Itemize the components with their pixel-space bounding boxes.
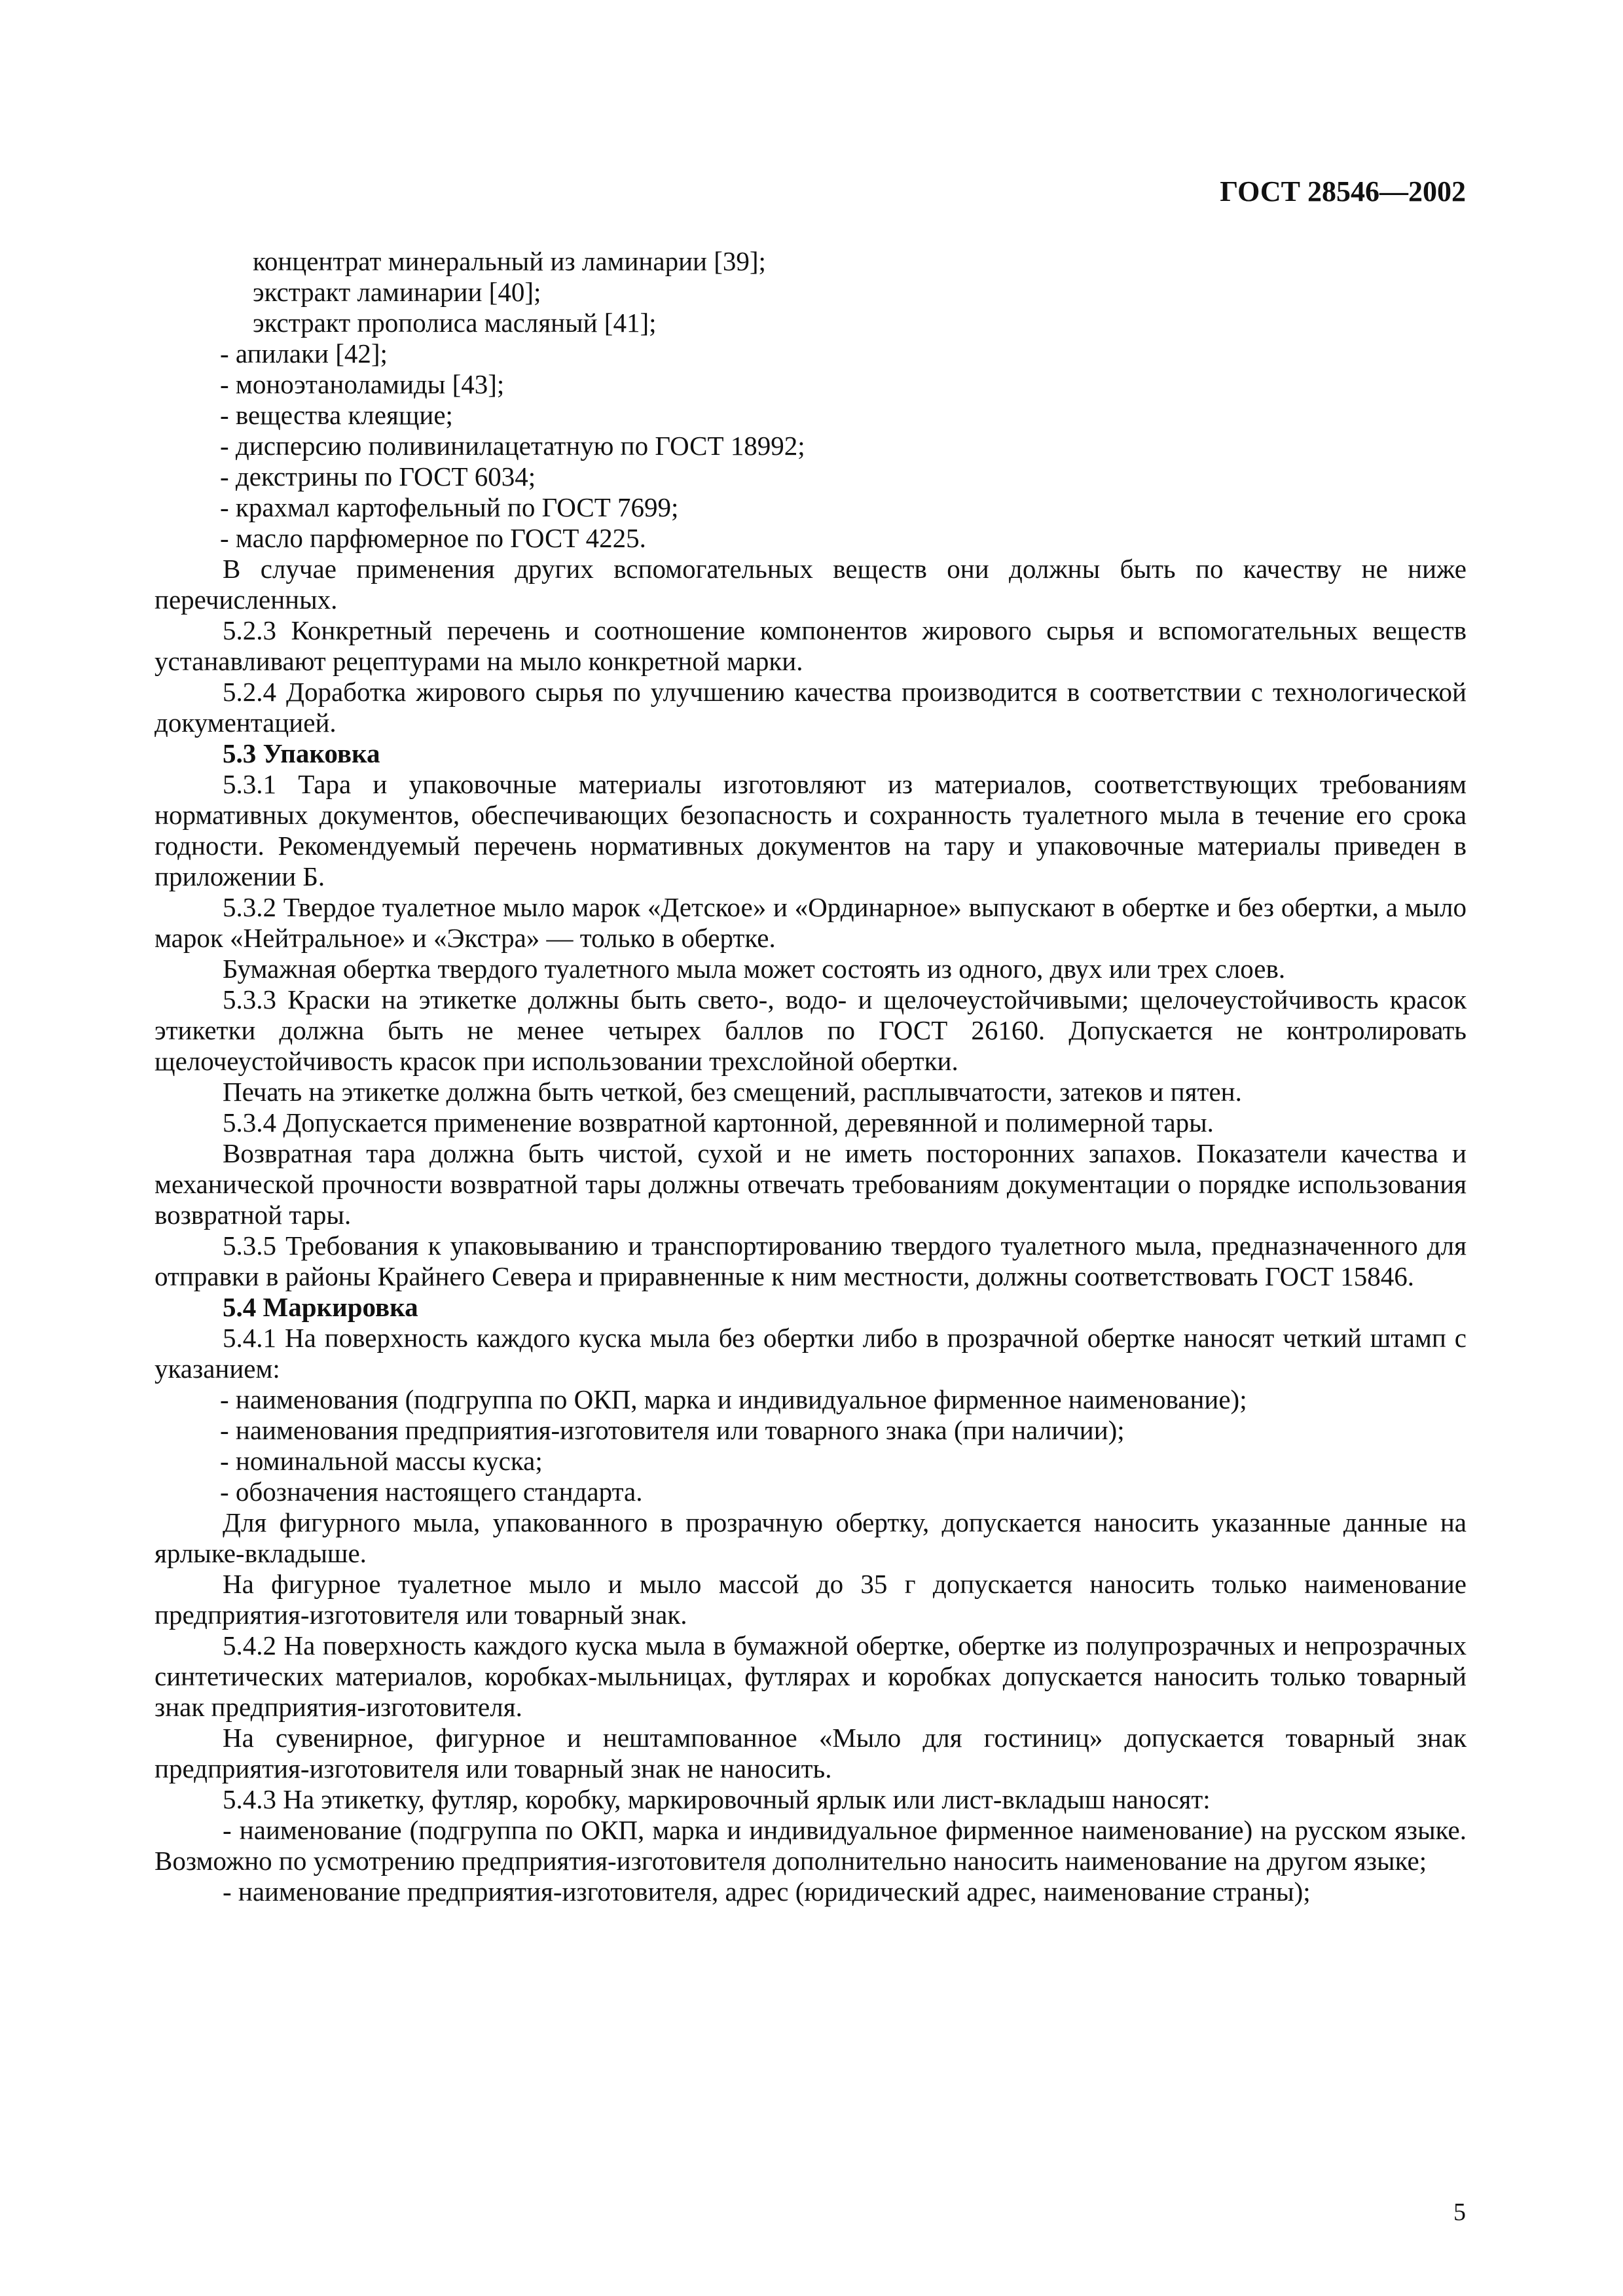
- paragraph: Для фигурного мыла, упакованного в прозрачную обертку, допускается наносить указанные данные на ярлыке-вкладыше.: [155, 1507, 1467, 1568]
- paragraph: 5.4.1 На поверхность каждого куска мыла без обертки либо в прозрачной обертке наносят четкий штамп с указанием:: [155, 1323, 1467, 1384]
- list-item: - вещества клеящие;: [220, 400, 453, 430]
- paragraph: 5.3.1 Тара и упаковочные материалы изготовляют из материалов, соответствующих требованиям нормативных документов, обеспечивающих безопасность и сохранность туалетного мыла в течение его срока годности. Рекомендуемый перечень нормативных документов на тару и упаковочные материалы приведен в приложении Б.: [155, 769, 1467, 891]
- paragraph: На фигурное туалетное мыло и мыло массой до 35 г допускается наносить только наименование предприятия-изготовителя или товарный знак.: [155, 1569, 1467, 1630]
- section-heading: 5.4 Маркировка: [223, 1292, 418, 1322]
- list-item: - наименования предприятия-изготовителя или товарного знака (при наличии);: [220, 1415, 1125, 1445]
- paragraph: Печать на этикетке должна быть четкой, без смещений, расплывчатости, затеков и пятен.: [223, 1077, 1242, 1107]
- list-item: экстракт ламинарии [40];: [253, 277, 541, 307]
- list-item: экстракт прополиса масляный [41];: [253, 308, 657, 338]
- paragraph: 5.3.4 Допускается применение возвратной картонной, деревянной и полимерной тары.: [223, 1107, 1214, 1138]
- section-heading: 5.3 Упаковка: [223, 738, 380, 768]
- list-item: - моноэтаноламиды [43];: [220, 369, 505, 399]
- list-item: - дисперсию поливинилацетатную по ГОСТ 18992;: [220, 431, 805, 461]
- list-item: - обозначения настоящего стандарта.: [220, 1477, 643, 1507]
- paragraph: В случае применения других вспомогательных веществ они должны быть по качеству не ниже перечисленных.: [155, 554, 1467, 615]
- list-item: - декстрины по ГОСТ 6034;: [220, 461, 536, 492]
- paragraph: 5.4.3 На этикетку, футляр, коробку, маркировочный ярлык или лист-вкладыш наносят:: [223, 1784, 1211, 1814]
- paragraph: 5.3.3 Краски на этикетке должны быть свето-, водо- и щелочеустойчивыми; щелочеустойчивость красок этикетки должна быть не менее четырех баллов по ГОСТ 26160. Допускается не контролировать щелочеустойчивость красок при использовании трехслойной обертки.: [155, 984, 1467, 1076]
- paragraph: - наименование предприятия-изготовителя, адрес (юридический адрес, наименование страны);: [223, 1876, 1311, 1907]
- list-item: - крахмал картофельный по ГОСТ 7699;: [220, 492, 679, 522]
- paragraph: 5.4.2 На поверхность каждого куска мыла в бумажной обертке, обертке из полупрозрачных и непрозрачных синтетических материалов, коробках-мыльницах, футлярах и коробках допускается наносить только товарный знак предприятия-изготовителя.: [155, 1630, 1467, 1722]
- paragraph: - наименование (подгруппа по ОКП, марка и индивидуальное фирменное наименование) на русском языке. Возможно по усмотрению предприятия-изготовителя дополнительно наносить наименование на другом языке;: [155, 1815, 1467, 1876]
- list-item: - номинальной массы куска;: [220, 1446, 543, 1476]
- list-item: концентрат минеральный из ламинарии [39];: [253, 246, 766, 276]
- document-id-header: ГОСТ 28546—2002: [1220, 175, 1466, 207]
- page-number: 5: [1453, 2198, 1466, 2226]
- list-item: - апилаки [42];: [220, 338, 388, 368]
- paragraph: Бумажная обертка твердого туалетного мыла может состоять из одного, двух или трех слоев.: [223, 954, 1286, 984]
- list-item: - масло парфюмерное по ГОСТ 4225.: [220, 523, 646, 553]
- body-text: [155, 246, 1467, 1907]
- paragraph: На сувенирное, фигурное и нештампованное «Мыло для гостиниц» допускается товарный знак предприятия-изготовителя или товарный знак не наносить.: [155, 1723, 1467, 1784]
- paragraph: 5.3.5 Требования к упаковыванию и транспортированию твердого туалетного мыла, предназначенного для отправки в районы Крайнего Севера и приравненные к ним местности, должны соответствовать ГОСТ 15846.: [155, 1230, 1467, 1291]
- paragraph: Возвратная тара должна быть чистой, сухой и не иметь посторонних запахов. Показатели качества и механической прочности возвратной тары должны отвечать требованиям документации о порядке использования возвратной тары.: [155, 1138, 1467, 1230]
- paragraph: 5.2.4 Доработка жирового сырья по улучшению качества производится в соответствии с технологической документацией.: [155, 677, 1467, 738]
- list-item: - наименования (подгруппа по ОКП, марка и индивидуальное фирменное наименование);: [220, 1384, 1247, 1414]
- paragraph: 5.2.3 Конкретный перечень и соотношение компонентов жирового сырья и вспомогательных веществ устанавливают рецептурами на мыло конкретной марки.: [155, 615, 1467, 676]
- paragraph: 5.3.2 Твердое туалетное мыло марок «Детское» и «Ординарное» выпускают в обертке и без обертки, а мыло марок «Нейтральное» и «Экстра» — только в обертке.: [155, 892, 1467, 953]
